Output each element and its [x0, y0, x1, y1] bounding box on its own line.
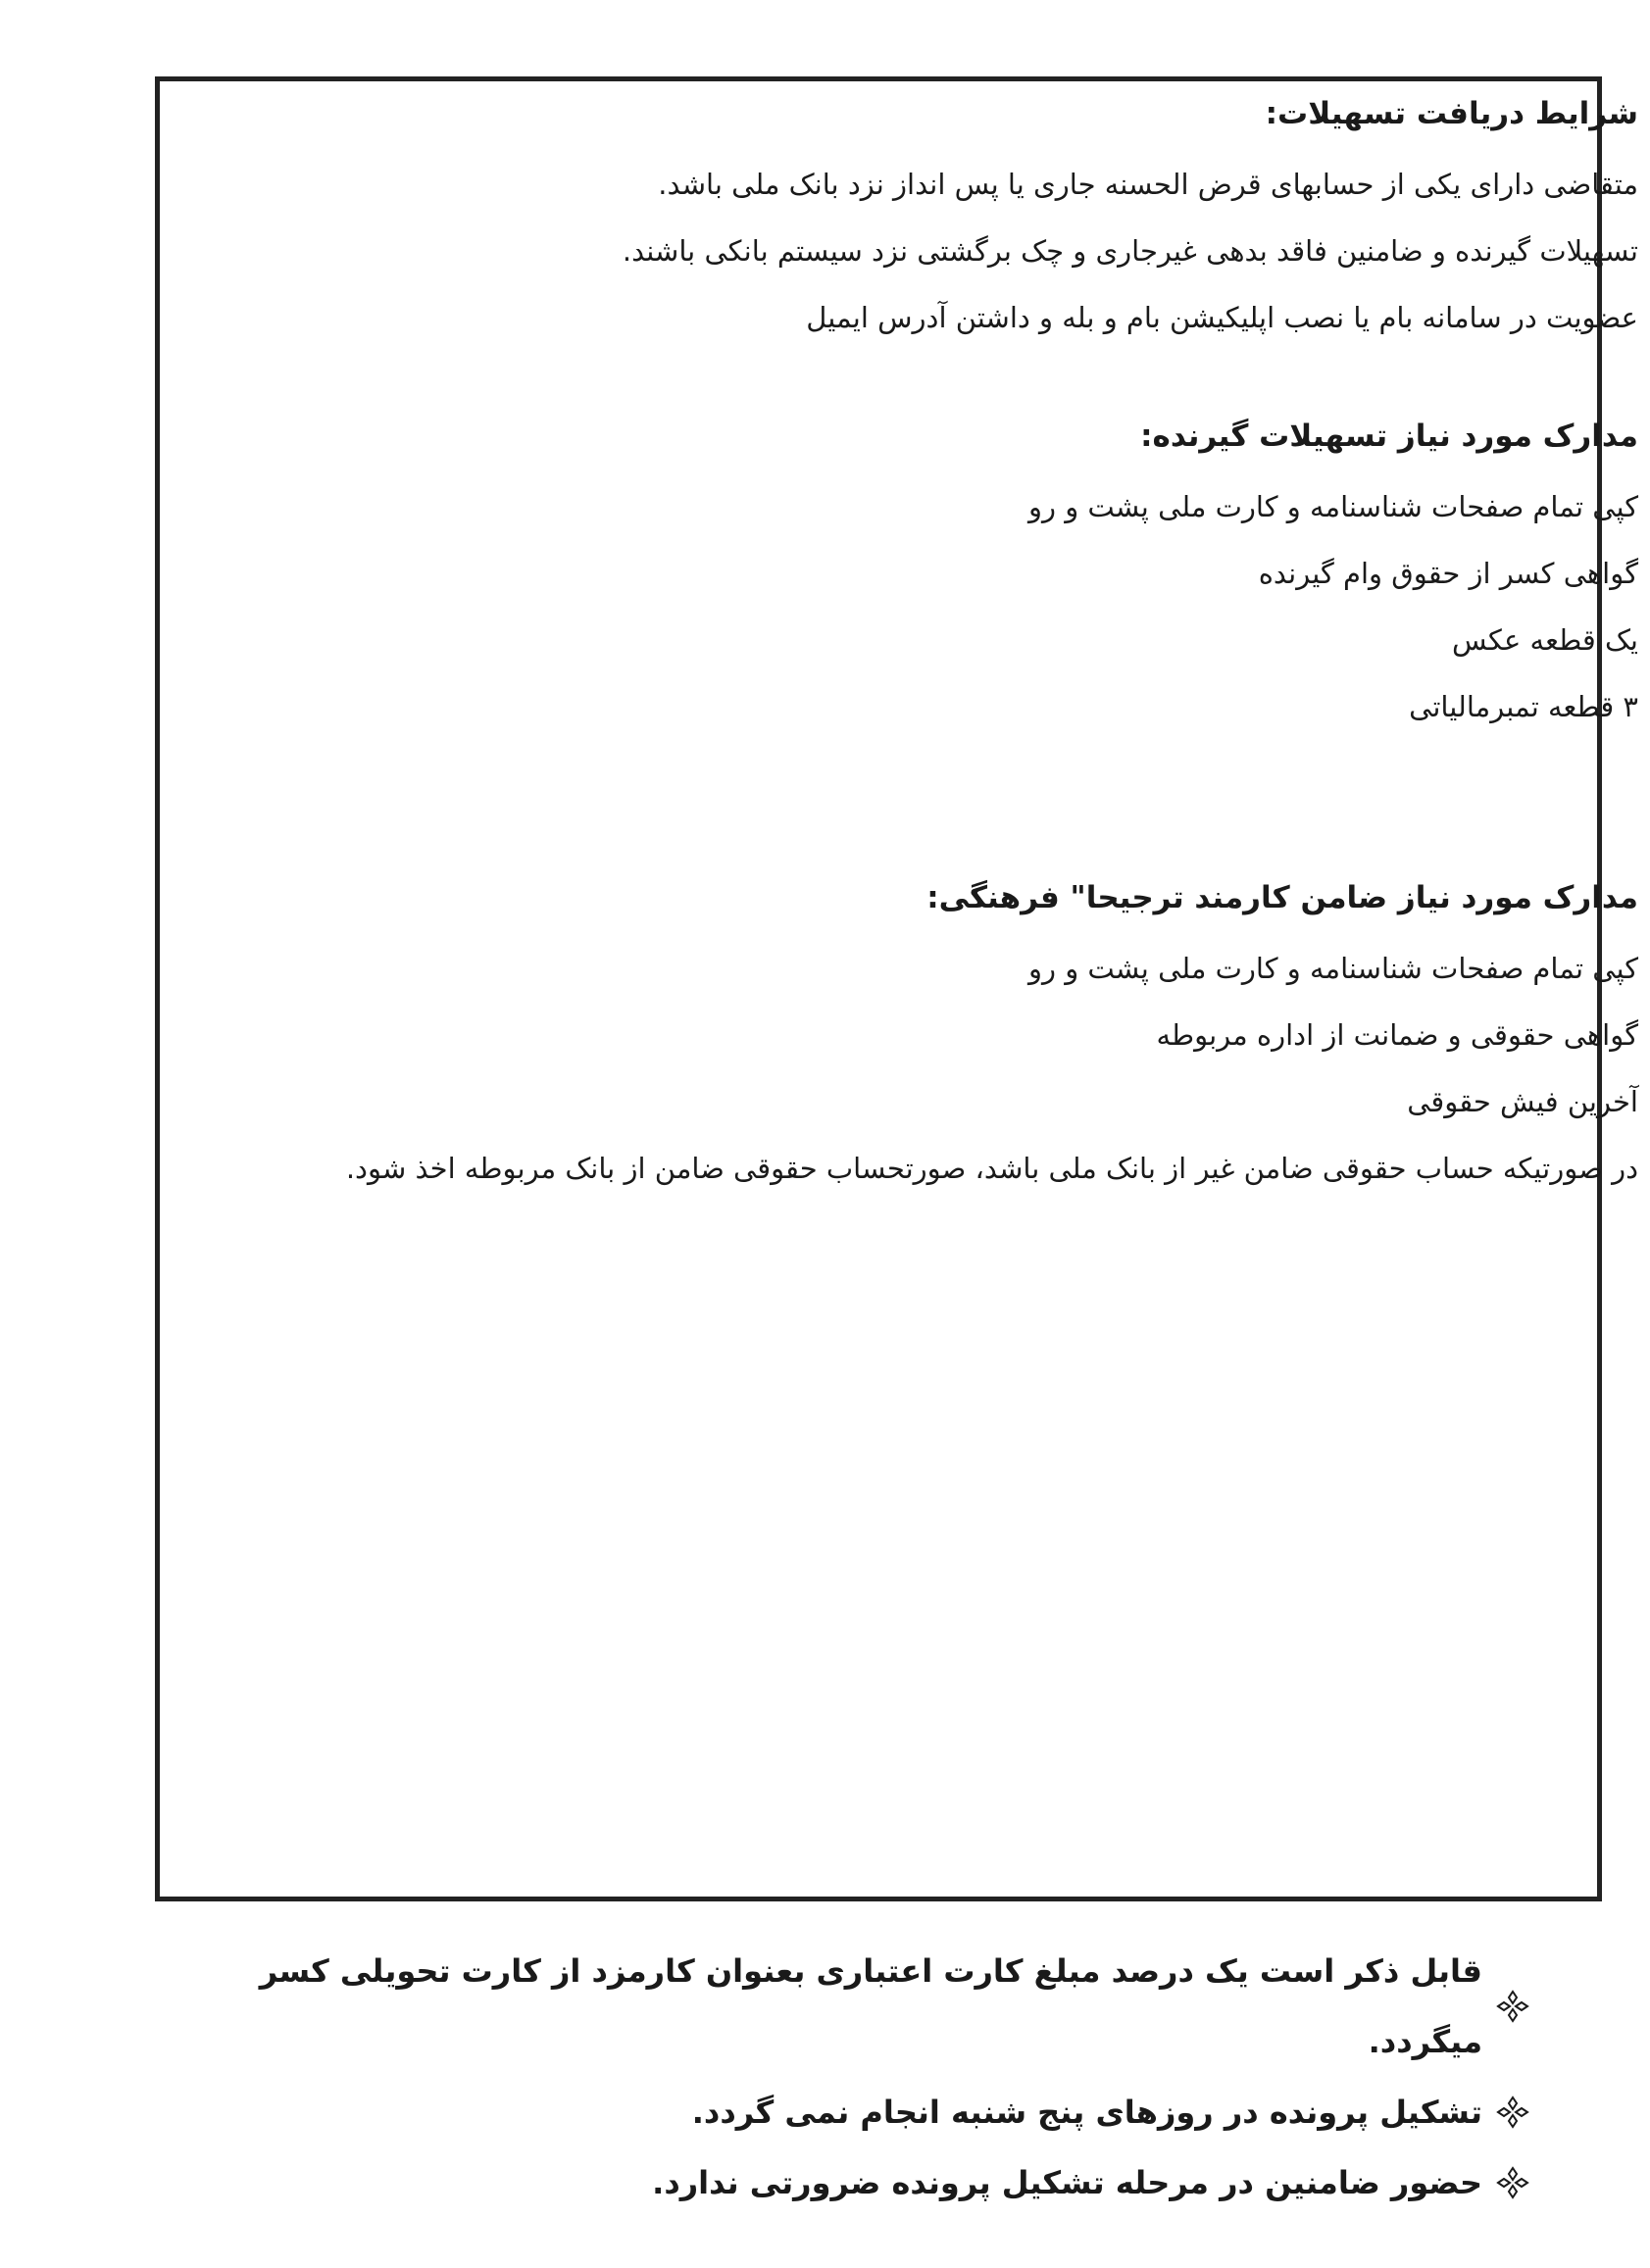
note-text: تشکیل پرونده در روزهای پنج شنبه انجام نمی گردد.	[691, 2094, 1482, 2131]
note-item	[176, 2147, 1529, 2218]
diamond-cluster-icon	[1496, 1990, 1529, 2023]
guarantor-doc-line: در صورتیکه حساب حقوقی ضامن غیر از بانک ملی باشد، صورتحساب حقوقی ضامن از بانک مربوطه اخذ شود.	[345, 1152, 1638, 1185]
borrower-doc-line: ۳ قطعه تمبرمالیاتی	[1409, 690, 1638, 723]
section-guarantor-docs	[238, 870, 1650, 1202]
section-title-borrower-docs: مدارک مورد نیاز تسهیلات گیرنده:	[1140, 419, 1638, 454]
note-item	[176, 2077, 1529, 2147]
condition-line: عضویت در سامانه بام یا نصب اپلیکیشن بام و بله و داشتن آدرس ایمیل	[806, 301, 1638, 334]
guarantor-doc-line: آخرین فیش حقوقی	[1407, 1085, 1638, 1118]
guarantor-doc-line: کپی تمام صفحات شناسنامه و کارت ملی پشت و رو	[1027, 952, 1638, 985]
section-title-conditions: شرایط دریافت تسهیلات:	[1265, 96, 1638, 131]
note-text: حضور ضامنین در مرحله تشکیل پرونده ضرورتی ندارد.	[652, 2164, 1482, 2201]
condition-line: تسهیلات گیرنده و ضامنین فاقد بدهی غیرجاری و چک برگشتی نزد سیستم بانکی باشند.	[622, 234, 1638, 268]
diamond-cluster-icon	[1496, 2095, 1529, 2129]
diamond-cluster-icon	[1496, 2166, 1529, 2199]
guarantor-doc-line: گواهی حقوقی و ضمانت از اداره مربوطه	[1156, 1018, 1638, 1052]
note-item	[176, 1936, 1529, 2077]
section-borrower-docs	[238, 409, 1650, 740]
section-title-guarantor-docs: مدارک مورد نیاز ضامن کارمند ترجیحا" فرهنگی:	[926, 880, 1638, 915]
note-text: قابل ذکر است یک درصد مبلغ کارت اعتباری بعنوان کارمزد از کارت تحویلی کسر میگردد.	[259, 1952, 1482, 2060]
borrower-doc-line: کپی تمام صفحات شناسنامه و کارت ملی پشت و رو	[1027, 490, 1638, 523]
notes-list	[176, 1936, 1529, 2218]
condition-line: متقاضی دارای یکی از حسابهای قرض الحسنه جاری یا پس انداز نزد بانک ملی باشد.	[658, 168, 1638, 201]
borrower-doc-line: یک قطعه عکس	[1452, 623, 1638, 657]
section-conditions	[238, 86, 1650, 351]
borrower-doc-line: گواهی کسر از حقوق وام گیرنده	[1258, 557, 1638, 590]
